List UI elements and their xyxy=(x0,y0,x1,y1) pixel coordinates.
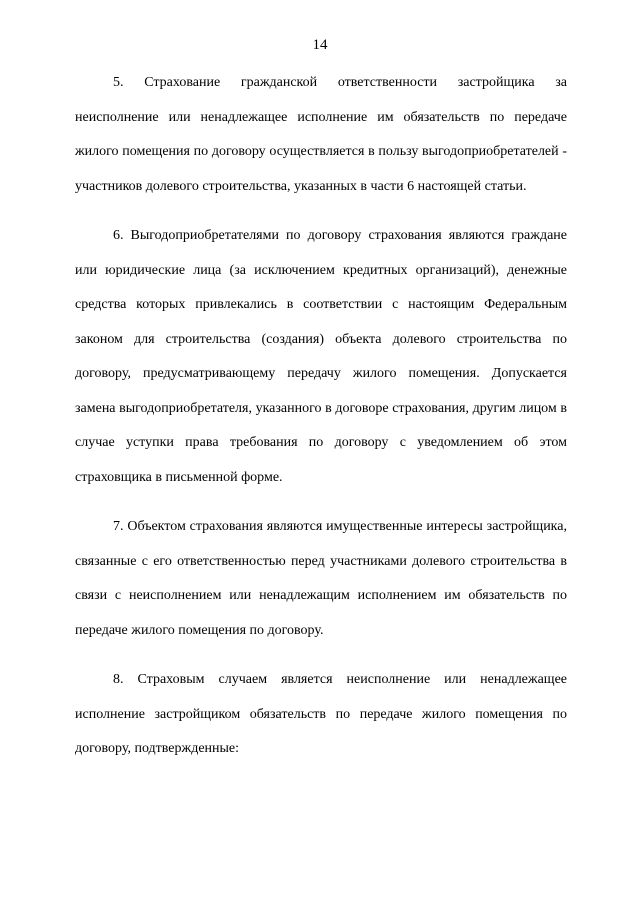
paragraph-5: 5. Страхование гражданской ответственности застройщика за неисполнение или ненадлежащее исполнение им обязательств по передаче жилого помещения по договору осуществляется в пользу выгодоприобретателей - участников долевого строительства, указанных в части 6 настоящей статьи. xyxy=(75,75,567,194)
document-body xyxy=(75,66,567,782)
paragraph-8: 8. Страховым случаем является неисполнение или ненадлежащее исполнение застройщиком обязательств по передаче жилого помещения по договору, подтвержденные: xyxy=(75,672,567,756)
page-number: 14 xyxy=(312,37,328,53)
paragraph-7: 7. Объектом страхования являются имущественные интересы застройщика, связанные с его ответственностью перед участниками долевого строительства в связи с неисполнением или ненадлежащим исполнением им обязательств по передаче жилого помещения по договору. xyxy=(75,519,567,638)
paragraph-6: 6. Выгодоприобретателями по договору страхования являются граждане или юридические лица (за исключением кредитных организаций), денежные средства которых привлекались в соответствии с настоящим Федеральным законом для строительства (создания) объекта долевого строительства по договору, предусматривающему передачу жилого помещения. Допускается замена выгодоприобретателя, указанного в договоре страхования, другим лицом в случае уступки права требования по договору с уведомлением об этом страховщика в письменной форме. xyxy=(75,228,567,485)
